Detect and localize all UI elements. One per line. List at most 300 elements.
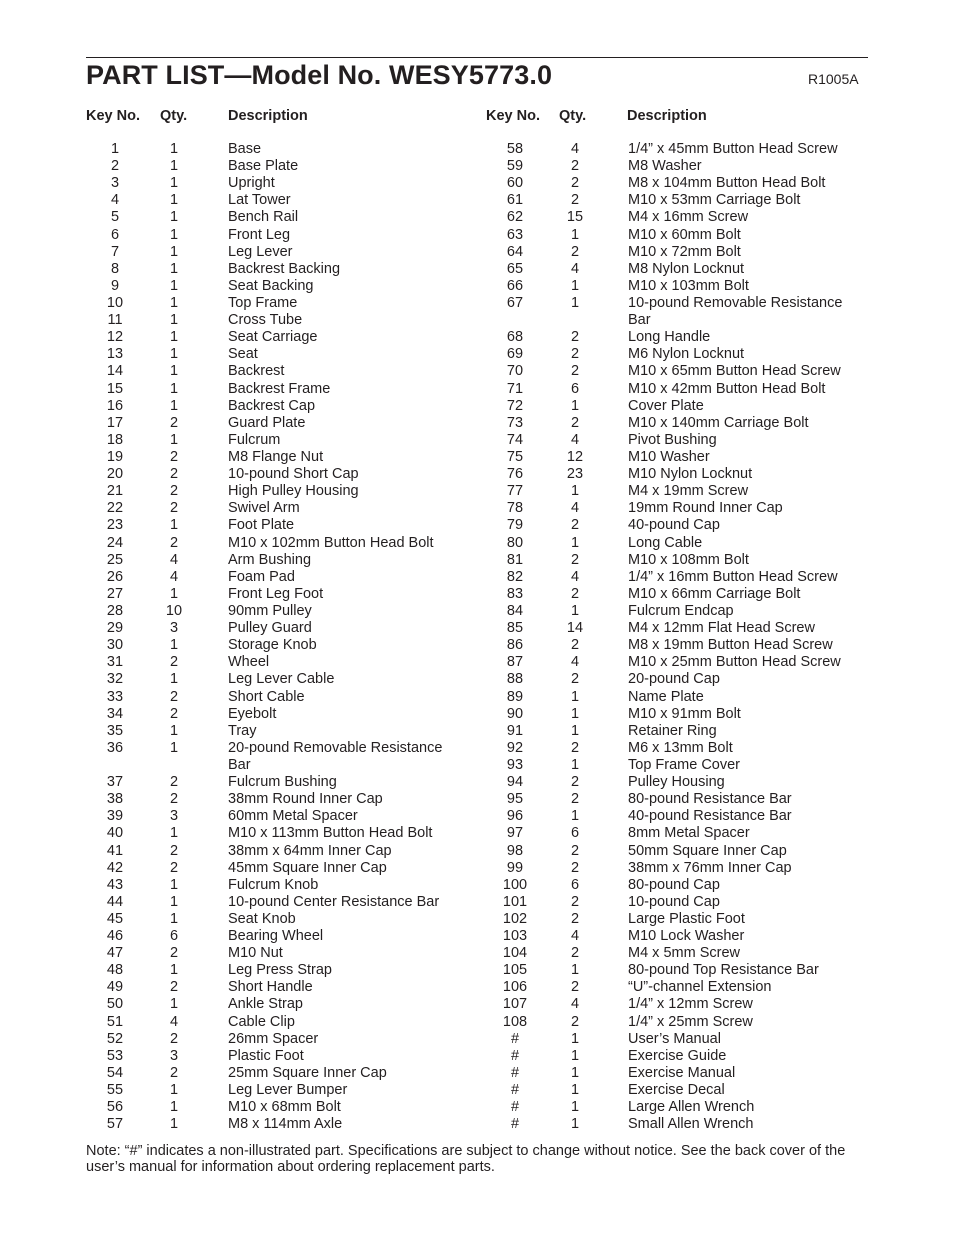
part-qty: 2 <box>570 739 580 756</box>
part-description: Pulley Housing <box>628 774 725 791</box>
part-row <box>0 244 480 261</box>
part-row <box>480 791 880 808</box>
part-qty: 1 <box>169 739 179 756</box>
part-description: Wheel <box>228 654 270 671</box>
part-row <box>0 158 480 175</box>
part-qty: 2 <box>570 551 580 568</box>
part-description: M10 Washer <box>628 448 710 465</box>
part-row <box>480 723 880 740</box>
part-description: 80-pound Top Resistance Bar <box>628 962 819 979</box>
part-description: Leg Press Strap <box>228 962 332 979</box>
part-key: 26 <box>106 568 124 585</box>
header-key-right: Key No. <box>486 108 540 124</box>
part-key: 1 <box>110 141 120 157</box>
part-qty: 4 <box>570 654 580 671</box>
part-description: Exercise Manual <box>628 1064 736 1081</box>
part-key: 25 <box>106 551 124 568</box>
part-key: 67 <box>506 294 524 311</box>
part-key: 89 <box>506 688 524 705</box>
part-qty: 1 <box>169 277 179 294</box>
part-qty: 1 <box>169 260 179 277</box>
part-key: 100 <box>502 876 528 893</box>
part-qty: 1 <box>169 1099 179 1116</box>
header-qty-left: Qty. <box>160 108 188 124</box>
part-key: 70 <box>506 363 524 380</box>
footnote: Note: “#” indicates a non-illustrated part. Specifications are subject to change without notice. See the back cover of the user’s manual for information about ordering replacement parts. <box>86 1143 846 1175</box>
part-qty: 1 <box>169 226 179 243</box>
part-qty: 1 <box>169 141 179 157</box>
part-qty: 2 <box>570 945 580 962</box>
part-description: Leg Lever Bumper <box>228 1082 348 1099</box>
part-key: # <box>510 1030 520 1047</box>
part-row <box>480 517 880 534</box>
part-row <box>0 175 480 192</box>
part-description: Bearing Wheel <box>228 928 324 945</box>
part-description: Fulcrum Bushing <box>228 774 337 791</box>
part-description: Backrest Backing <box>228 260 341 277</box>
part-key: # <box>510 1116 520 1133</box>
part-key: 51 <box>106 1013 124 1030</box>
part-row <box>480 278 880 295</box>
part-qty: 1 <box>169 158 179 175</box>
part-qty: 2 <box>169 483 179 500</box>
part-key: # <box>510 1064 520 1081</box>
part-description: Backrest Frame <box>228 380 331 397</box>
part-row <box>0 637 480 654</box>
part-key: 33 <box>106 688 124 705</box>
part-row <box>0 894 480 911</box>
part-key: 30 <box>106 637 124 654</box>
part-key: 14 <box>106 363 124 380</box>
part-qty: 4 <box>570 568 580 585</box>
part-qty: 2 <box>169 466 179 483</box>
part-description: 20-pound Removable Resistance Bar <box>228 739 443 773</box>
part-row <box>0 962 480 979</box>
part-description: Seat <box>228 346 258 363</box>
part-qty: 2 <box>570 671 580 688</box>
part-qty: 2 <box>169 654 179 671</box>
part-key: # <box>510 1099 520 1116</box>
part-key: 13 <box>106 346 124 363</box>
part-description: User’s Manual <box>628 1030 721 1047</box>
top-rule <box>86 57 868 58</box>
part-description: 10-pound Cap <box>628 893 720 910</box>
part-row <box>480 1082 880 1099</box>
part-qty: 1 <box>169 585 179 602</box>
part-row <box>480 689 880 706</box>
part-description: Short Handle <box>228 979 313 996</box>
part-key: 84 <box>506 602 524 619</box>
part-description: Guard Plate <box>228 414 306 431</box>
part-key: 103 <box>502 928 528 945</box>
part-key: 58 <box>506 141 524 157</box>
part-key: 98 <box>506 842 524 859</box>
part-qty: 23 <box>566 466 584 483</box>
part-row <box>480 962 880 979</box>
part-key: 5 <box>110 209 120 226</box>
part-key: 45 <box>106 910 124 927</box>
part-row <box>480 141 880 158</box>
part-row <box>480 483 880 500</box>
part-description: 19mm Round Inner Cap <box>628 500 783 517</box>
part-qty: 2 <box>169 705 179 722</box>
part-row <box>0 1116 480 1133</box>
part-qty: 1 <box>169 175 179 192</box>
part-key: 56 <box>106 1099 124 1116</box>
part-key: 43 <box>106 876 124 893</box>
part-qty: 1 <box>570 756 580 773</box>
part-qty: 2 <box>570 893 580 910</box>
part-qty: 1 <box>169 722 179 739</box>
part-qty: 1 <box>169 329 179 346</box>
part-key: 77 <box>506 483 524 500</box>
header-qty-right: Qty. <box>559 108 587 124</box>
part-description: M10 x 60mm Bolt <box>628 226 741 243</box>
part-key: 64 <box>506 243 524 260</box>
part-qty: 6 <box>570 380 580 397</box>
part-description: 38mm x 64mm Inner Cap <box>228 842 392 859</box>
part-row <box>480 158 880 175</box>
header-desc-right: Description <box>627 108 707 124</box>
part-qty: 10 <box>165 602 183 619</box>
part-qty: 2 <box>570 774 580 791</box>
part-key: 74 <box>506 431 524 448</box>
part-row <box>0 723 480 740</box>
part-description: “U”-channel Extension <box>628 979 772 996</box>
part-qty: 2 <box>570 517 580 534</box>
part-description: High Pulley Housing <box>228 483 359 500</box>
part-key: 27 <box>106 585 124 602</box>
parts-column-right <box>480 141 880 1133</box>
part-description: M4 x 19mm Screw <box>628 483 749 500</box>
part-key: 42 <box>106 859 124 876</box>
part-key: 81 <box>506 551 524 568</box>
part-description: Long Cable <box>628 534 703 551</box>
part-qty: 2 <box>570 363 580 380</box>
part-key: 71 <box>506 380 524 397</box>
part-key: 87 <box>506 654 524 671</box>
part-description: Bench Rail <box>228 209 299 226</box>
part-row <box>480 671 880 688</box>
part-description: Exercise Guide <box>628 1047 727 1064</box>
part-key: 10 <box>106 294 124 311</box>
part-qty: 1 <box>169 910 179 927</box>
part-key: 80 <box>506 534 524 551</box>
part-key: 37 <box>106 774 124 791</box>
part-qty: 3 <box>169 808 179 825</box>
part-key: 23 <box>106 517 124 534</box>
part-key: 18 <box>106 431 124 448</box>
part-qty: 4 <box>570 141 580 157</box>
part-qty: 1 <box>169 192 179 209</box>
part-description: M10 x 53mm Carriage Bolt <box>628 192 801 209</box>
part-row <box>480 295 880 329</box>
part-qty: 1 <box>169 825 179 842</box>
part-description: Ankle Strap <box>228 996 303 1013</box>
part-qty: 6 <box>570 825 580 842</box>
part-description: Arm Bushing <box>228 551 312 568</box>
part-key: 61 <box>506 192 524 209</box>
part-row <box>0 860 480 877</box>
part-row <box>0 620 480 637</box>
part-qty: 2 <box>570 346 580 363</box>
part-key: 86 <box>506 637 524 654</box>
part-key: 34 <box>106 705 124 722</box>
part-row <box>0 517 480 534</box>
part-description: M10 x 102mm Button Head Bolt <box>228 534 434 551</box>
part-key: 107 <box>502 996 528 1013</box>
part-qty: 1 <box>169 962 179 979</box>
part-description: M10 Lock Washer <box>628 928 745 945</box>
part-qty: 2 <box>169 534 179 551</box>
part-key: 95 <box>506 791 524 808</box>
part-row <box>0 312 480 329</box>
part-row <box>0 466 480 483</box>
part-key: 102 <box>502 910 528 927</box>
document-code: R1005A <box>808 71 859 87</box>
part-qty: 1 <box>169 996 179 1013</box>
part-row <box>480 603 880 620</box>
part-row <box>480 466 880 483</box>
part-key: 66 <box>506 277 524 294</box>
part-qty: 1 <box>570 602 580 619</box>
part-key: 53 <box>106 1047 124 1064</box>
part-description: Leg Lever Cable <box>228 671 335 688</box>
part-qty: 2 <box>169 414 179 431</box>
part-qty: 1 <box>169 243 179 260</box>
part-qty: 1 <box>570 1064 580 1081</box>
part-row <box>0 295 480 312</box>
part-key: 60 <box>506 175 524 192</box>
part-row <box>0 877 480 894</box>
part-row <box>480 996 880 1013</box>
part-description: M4 x 5mm Screw <box>628 945 740 962</box>
part-key: 105 <box>502 962 528 979</box>
part-description: M10 Nut <box>228 945 283 962</box>
part-row <box>480 227 880 244</box>
part-description: Short Cable <box>228 688 305 705</box>
part-description: 10-pound Center Resistance Bar <box>228 893 440 910</box>
part-row <box>480 757 880 774</box>
part-row <box>480 620 880 637</box>
parts-column-left <box>0 141 480 1133</box>
part-description: Top Frame Cover <box>628 756 741 773</box>
part-key: 48 <box>106 962 124 979</box>
part-description: M8 x 104mm Button Head Bolt <box>628 175 826 192</box>
part-qty: 2 <box>570 192 580 209</box>
part-key: 29 <box>106 620 124 637</box>
part-description: M8 Nylon Locknut <box>628 260 745 277</box>
part-row <box>480 637 880 654</box>
part-row <box>480 774 880 791</box>
part-row <box>480 911 880 928</box>
part-description: Lat Tower <box>228 192 291 209</box>
part-row <box>480 415 880 432</box>
part-description: 20-pound Cap <box>628 671 720 688</box>
part-description: Leg Lever <box>228 243 293 260</box>
part-row <box>0 689 480 706</box>
part-qty: 2 <box>169 774 179 791</box>
part-key: 21 <box>106 483 124 500</box>
part-qty: 1 <box>169 209 179 226</box>
part-key: 22 <box>106 500 124 517</box>
part-qty: 4 <box>570 431 580 448</box>
part-qty: 2 <box>169 448 179 465</box>
part-description: 8mm Metal Spacer <box>628 825 750 842</box>
part-row <box>0 791 480 808</box>
part-row <box>0 825 480 842</box>
part-key: 47 <box>106 945 124 962</box>
part-key: # <box>510 1082 520 1099</box>
part-key: 3 <box>110 175 120 192</box>
part-row <box>480 945 880 962</box>
part-qty: 2 <box>570 585 580 602</box>
part-row <box>480 979 880 996</box>
part-row <box>0 192 480 209</box>
part-row <box>0 706 480 723</box>
part-qty: 4 <box>169 551 179 568</box>
part-row <box>0 671 480 688</box>
part-key: 88 <box>506 671 524 688</box>
part-key: 79 <box>506 517 524 534</box>
part-description: M10 x 65mm Button Head Screw <box>628 363 841 380</box>
part-key: 15 <box>106 380 124 397</box>
part-description: M10 x 113mm Button Head Bolt <box>228 825 433 842</box>
part-key: 91 <box>506 722 524 739</box>
part-key: 101 <box>502 893 528 910</box>
part-qty: 3 <box>169 1047 179 1064</box>
part-qty: 1 <box>169 1082 179 1099</box>
part-description: Front Leg <box>228 226 291 243</box>
part-qty: 2 <box>570 842 580 859</box>
part-row <box>0 346 480 363</box>
part-qty: 2 <box>570 329 580 346</box>
part-description: Plastic Foot <box>228 1047 304 1064</box>
part-description: Small Allen Wrench <box>628 1116 754 1133</box>
part-description: Seat Backing <box>228 277 314 294</box>
part-key: 28 <box>106 602 124 619</box>
part-key: 85 <box>506 620 524 637</box>
part-row <box>480 261 880 278</box>
part-key: 7 <box>110 243 120 260</box>
part-key: 40 <box>106 825 124 842</box>
part-description: 10-pound Removable Resistance Bar <box>628 294 843 329</box>
part-row <box>480 928 880 945</box>
part-row <box>480 843 880 860</box>
part-key: 96 <box>506 808 524 825</box>
part-key: 52 <box>106 1030 124 1047</box>
part-description: Large Plastic Foot <box>628 910 745 927</box>
part-key: 97 <box>506 825 524 842</box>
part-description: Pivot Bushing <box>628 431 717 448</box>
part-description: 50mm Square Inner Cap <box>628 842 787 859</box>
part-row <box>0 843 480 860</box>
part-key: 19 <box>106 448 124 465</box>
part-description: M10 x 25mm Button Head Screw <box>628 654 841 671</box>
part-qty: 1 <box>169 346 179 363</box>
part-key: 93 <box>506 756 524 773</box>
part-key: 16 <box>106 397 124 414</box>
part-key: 39 <box>106 808 124 825</box>
part-description: M8 Washer <box>628 158 702 175</box>
part-row <box>0 432 480 449</box>
part-description: 90mm Pulley <box>228 602 312 619</box>
part-qty: 4 <box>570 260 580 277</box>
part-row <box>480 552 880 569</box>
part-key: 31 <box>106 654 124 671</box>
part-description: M10 x 140mm Carriage Bolt <box>628 414 809 431</box>
part-row <box>480 1099 880 1116</box>
part-description: 1/4” x 25mm Screw <box>628 1013 753 1030</box>
part-description: Top Frame <box>228 294 298 311</box>
part-description: Fulcrum Knob <box>228 876 319 893</box>
part-qty: 4 <box>169 1013 179 1030</box>
part-qty: 1 <box>169 294 179 311</box>
part-key: 76 <box>506 466 524 483</box>
part-row <box>480 432 880 449</box>
part-description: Fulcrum Endcap <box>628 602 734 619</box>
part-qty: 1 <box>570 483 580 500</box>
part-row <box>0 740 480 774</box>
part-description: M10 x 72mm Bolt <box>628 243 741 260</box>
part-row <box>480 329 880 346</box>
part-row <box>0 552 480 569</box>
part-row <box>0 569 480 586</box>
part-description: Seat Carriage <box>228 329 318 346</box>
part-key: 9 <box>110 277 120 294</box>
part-qty: 4 <box>570 928 580 945</box>
part-key: 90 <box>506 705 524 722</box>
part-description: Pulley Guard <box>228 620 312 637</box>
part-key: 38 <box>106 791 124 808</box>
part-qty: 4 <box>570 500 580 517</box>
part-key: 12 <box>106 329 124 346</box>
part-description: 1/4” x 16mm Button Head Screw <box>628 568 838 585</box>
part-description: 45mm Square Inner Cap <box>228 859 387 876</box>
part-qty: 2 <box>570 1013 580 1030</box>
part-description: Large Allen Wrench <box>628 1099 755 1116</box>
part-qty: 1 <box>169 1116 179 1133</box>
part-row <box>0 1082 480 1099</box>
part-description: M8 x 114mm Axle <box>228 1116 343 1133</box>
part-row <box>0 928 480 945</box>
part-description: Base Plate <box>228 158 299 175</box>
part-qty: 2 <box>570 791 580 808</box>
part-key: 75 <box>506 448 524 465</box>
part-key: 65 <box>506 260 524 277</box>
part-description: M6 Nylon Locknut <box>628 346 745 363</box>
part-key: 54 <box>106 1064 124 1081</box>
part-key: 57 <box>106 1116 124 1133</box>
part-key: 62 <box>506 209 524 226</box>
part-description: 1/4” x 12mm Screw <box>628 996 753 1013</box>
part-row <box>0 1099 480 1116</box>
part-key: 69 <box>506 346 524 363</box>
part-row <box>0 945 480 962</box>
part-row <box>480 381 880 398</box>
part-qty: 1 <box>169 876 179 893</box>
part-key: 6 <box>110 226 120 243</box>
part-qty: 1 <box>169 517 179 534</box>
part-qty: 2 <box>169 791 179 808</box>
part-key: 72 <box>506 397 524 414</box>
header-key-left: Key No. <box>86 108 140 124</box>
part-key: 63 <box>506 226 524 243</box>
part-key: 73 <box>506 414 524 431</box>
part-description: Cable Clip <box>228 1013 295 1030</box>
part-description: M10 x 91mm Bolt <box>628 705 741 722</box>
part-row <box>0 227 480 244</box>
